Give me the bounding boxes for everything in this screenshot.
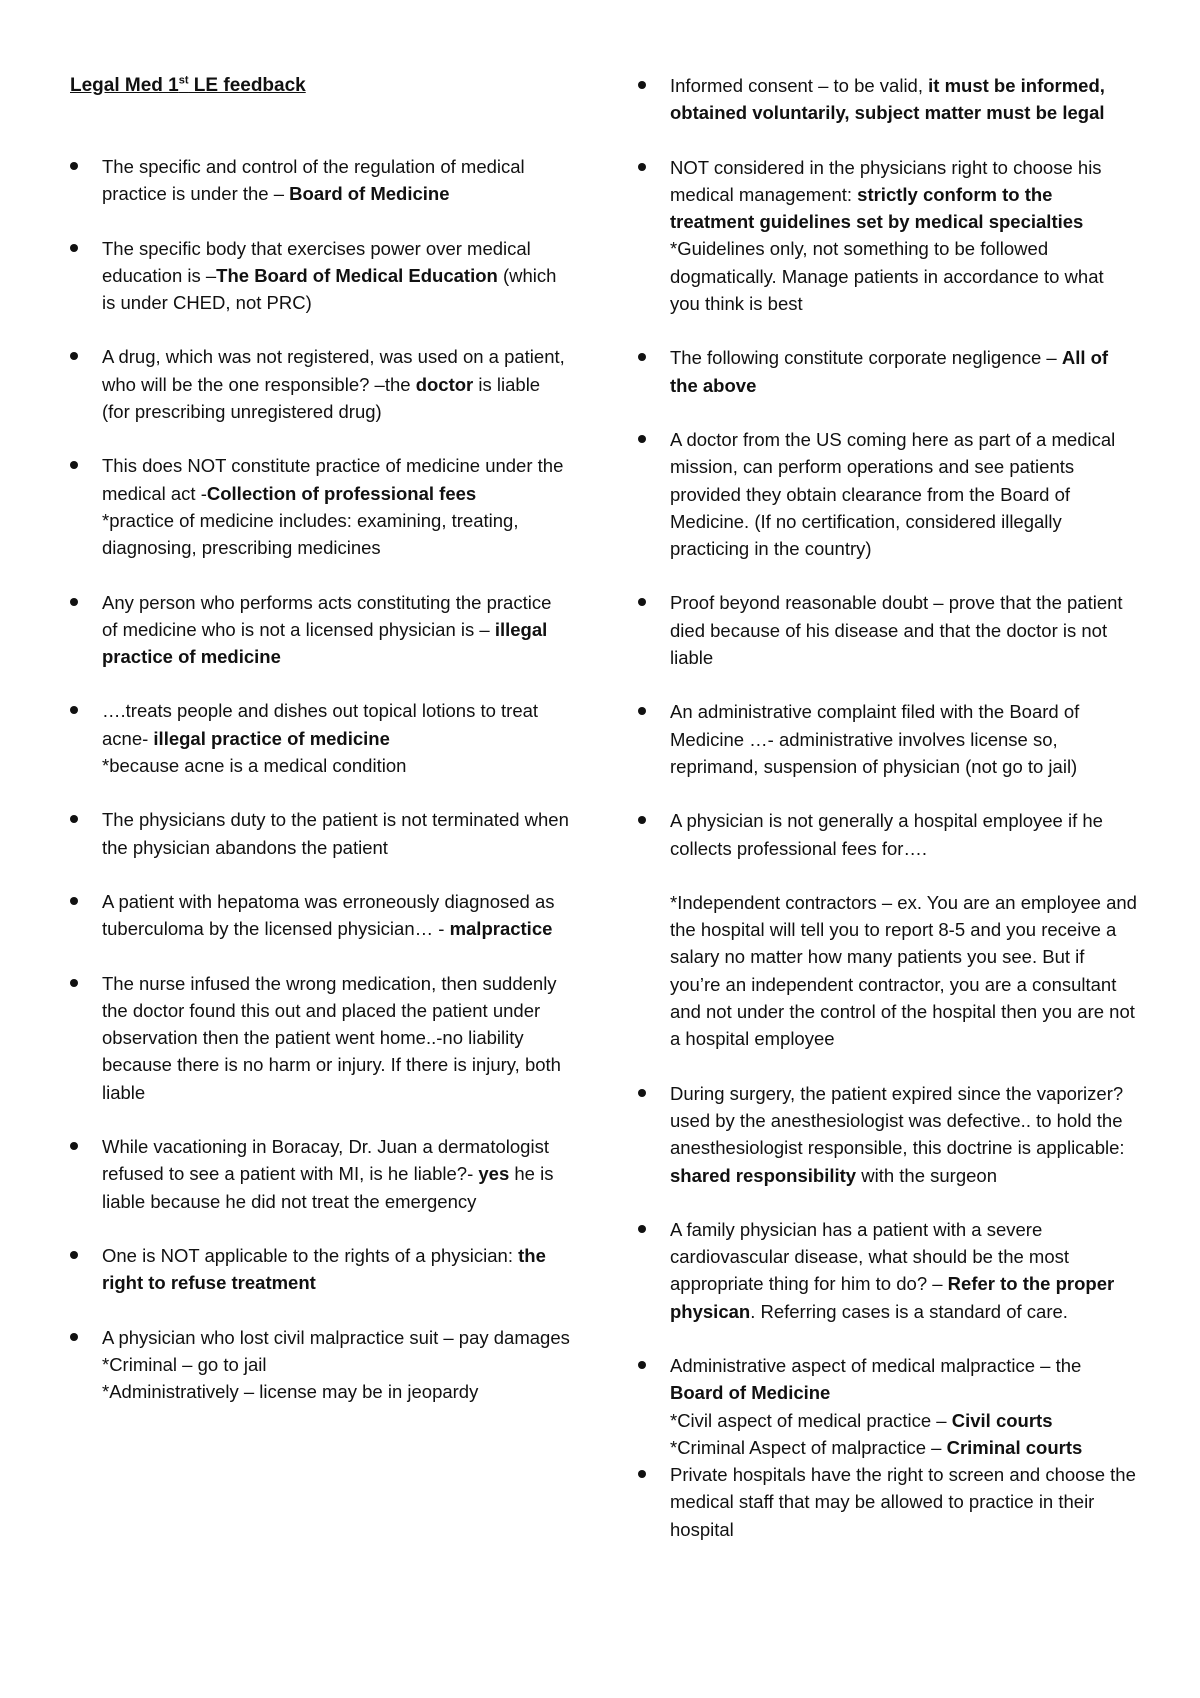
item-text: NOT considered in the physicians right to choose his medical management:	[670, 156, 1102, 205]
bullet-icon	[638, 1089, 646, 1097]
item-text: . Referring cases is a standard of care.	[750, 1300, 1068, 1322]
item-spacer	[70, 779, 570, 806]
item-note: *practice of medicine includes: examining, treating, diagnosing, prescribing medicines	[102, 509, 519, 559]
bullet-icon	[70, 1142, 78, 1150]
item-spacer	[70, 1297, 570, 1324]
bold-answer-text: The Board of Medical Education	[216, 264, 498, 286]
item-text: A physician is not generally a hospital employee if he collects professional fees for….	[670, 810, 1103, 859]
right-bullet-list	[638, 72, 1138, 1543]
bullet-icon	[70, 706, 78, 714]
item-main-text	[670, 589, 1138, 671]
item-text: A doctor from the US coming here as part of a medical mission, can perform operations and see patients provided they obtain clearance from the Board of Medicine. (If no certification, considered illegally practicing in the country)	[670, 428, 1116, 560]
item-text: (which is under CHED, not PRC)	[102, 264, 557, 314]
item-text: he is liable because he did not treat the emergency	[102, 1163, 554, 1212]
item-text: The following constitute corporate negligence –	[670, 347, 1062, 369]
item-text: Any person who performs acts constituting the practice of medicine who is not a licensed physician is –	[102, 591, 552, 640]
left-column	[70, 72, 570, 1405]
item-spacer	[70, 1215, 570, 1242]
list-item	[70, 1133, 570, 1215]
left-bullet-list	[70, 153, 570, 1405]
bold-answer-text: illegal practice of medicine	[102, 618, 548, 668]
bullet-icon	[638, 1470, 646, 1478]
bullet-icon	[638, 707, 646, 715]
bold-answer-text: yes	[478, 1163, 510, 1185]
list-item	[70, 970, 570, 1106]
item-main-text	[102, 697, 570, 752]
item-text: While vacationing in Boracay, Dr. Juan a dermatologist refused to see a patient with MI, is he liable?-	[102, 1136, 549, 1185]
item-text: A physician who lost civil malpractice suit – pay damages	[102, 1326, 570, 1348]
bullet-icon	[70, 162, 78, 170]
title-rest: LE feedback	[188, 75, 306, 96]
item-spacer	[70, 1106, 570, 1133]
bold-answer-text: Refer to the proper physican	[670, 1273, 1115, 1322]
item-main-text	[670, 72, 1138, 127]
item-main-text	[102, 1133, 570, 1215]
item-main-text	[102, 1324, 570, 1351]
bullet-icon	[70, 598, 78, 606]
item-text: is liable (for prescribing unregistered drug)	[102, 373, 541, 423]
item-note: *because acne is a medical condition	[102, 755, 407, 777]
list-item	[638, 426, 1138, 562]
item-spacer	[638, 127, 1138, 154]
bold-answer-text: Board of Medicine	[289, 183, 450, 205]
right-column	[638, 72, 1138, 1543]
item-main-text	[670, 1216, 1138, 1325]
page-title	[70, 72, 570, 99]
item-text: The specific and control of the regulation of medical practice is under the –	[102, 156, 525, 205]
list-item	[638, 72, 1138, 127]
item-spacer	[638, 399, 1138, 426]
item-spacer	[638, 562, 1138, 589]
bullet-icon	[638, 816, 646, 824]
item-text: *Criminal Aspect of malpractice –	[670, 1436, 947, 1458]
item-text: An administrative complaint filed with the Board of Medicine …- administrative involves license so, reprimand, suspension of physician (not go to jail)	[670, 701, 1080, 777]
title-superscript: st	[178, 74, 189, 87]
item-text: One is NOT applicable to the rights of a physician:	[102, 1244, 519, 1266]
item-note	[670, 1434, 1138, 1461]
list-item	[638, 807, 1138, 1052]
item-main-text	[102, 452, 570, 507]
item-spacer	[638, 1053, 1138, 1080]
bullet-icon	[70, 1251, 78, 1259]
item-main-text	[102, 343, 570, 425]
item-main-text	[670, 1352, 1138, 1407]
item-main-text	[102, 888, 570, 943]
bullet-icon	[638, 163, 646, 171]
item-text: Proof beyond reasonable doubt – prove that the patient died because of his disease and that the doctor is not liable	[670, 592, 1123, 669]
item-note: *Guidelines only, not something to be followed dogmatically. Manage patients in accordance to what you think is best	[670, 238, 1104, 315]
item-text: This does NOT constitute practice of medicine under the medical act -	[102, 455, 564, 504]
bold-answer-text: it must be informed, obtained voluntarily, subject matter must be legal	[670, 75, 1105, 124]
bullet-icon	[638, 435, 646, 443]
list-item	[70, 888, 570, 943]
item-spacer	[70, 208, 570, 235]
item-spacer	[638, 1189, 1138, 1216]
list-item	[638, 1216, 1138, 1325]
bullet-icon	[638, 1225, 646, 1233]
list-item	[638, 698, 1138, 780]
item-text: A drug, which was not registered, was used on a patient, who will be the one responsible? –the	[102, 346, 565, 395]
item-main-text	[102, 235, 570, 317]
item-text: *Civil aspect of medical practice –	[670, 1409, 952, 1431]
list-item	[70, 452, 570, 561]
bullet-icon	[638, 1361, 646, 1369]
item-text: ….treats people and dishes out topical lotions to treat acne-	[102, 700, 539, 749]
item-spacer	[70, 670, 570, 697]
item-main-text	[670, 154, 1138, 236]
bold-answer-text: All of the above	[670, 347, 1109, 396]
item-main-text	[670, 1080, 1138, 1189]
item-spacer	[70, 316, 570, 343]
bold-answer-text: Board of Medicine	[670, 1382, 831, 1404]
list-item	[70, 806, 570, 861]
bold-answer-text: Criminal courts	[946, 1436, 1083, 1458]
item-text: Administrative aspect of medical malpractice – the	[670, 1354, 1082, 1376]
item-text: with the surgeon	[856, 1164, 997, 1186]
item-main-text	[102, 153, 570, 208]
item-note	[670, 862, 1138, 889]
bullet-icon	[70, 244, 78, 252]
item-note: *Independent contractors – ex. You are an employee and the hospital will tell you to report 8-5 and you receive a salary no matter how many patients you see. But if you’re an independent contractor, you are a consultant and not under the control of the hospital then you are not a hospital employee	[670, 891, 1137, 1050]
item-main-text	[670, 344, 1138, 399]
list-item	[70, 697, 570, 779]
item-spacer	[638, 671, 1138, 698]
list-item	[638, 154, 1138, 318]
item-text: The specific body that exercises power over medical education is –	[102, 237, 531, 286]
item-spacer	[638, 317, 1138, 344]
item-main-text	[670, 698, 1138, 780]
list-item	[638, 589, 1138, 671]
list-item	[70, 1324, 570, 1406]
item-text: Informed consent – to be valid,	[670, 75, 929, 96]
bold-answer-text: doctor	[415, 373, 474, 395]
bold-answer-text: shared responsibility	[670, 1164, 857, 1186]
item-text: A patient with hepatoma was erroneously diagnosed as tuberculoma by the licensed physician… -	[102, 890, 555, 940]
bullet-icon	[70, 461, 78, 469]
item-main-text	[102, 1242, 570, 1297]
list-item	[70, 153, 570, 208]
bold-answer-text: strictly conform to the treatment guidelines set by medical specialties	[670, 183, 1084, 233]
list-item	[70, 589, 570, 671]
item-main-text	[670, 807, 1138, 862]
item-spacer	[638, 780, 1138, 807]
list-item	[638, 1352, 1138, 1461]
item-main-text	[102, 589, 570, 671]
item-spacer	[638, 1325, 1138, 1352]
bold-answer-text: illegal practice of medicine	[153, 727, 390, 749]
bullet-icon	[638, 353, 646, 361]
item-spacer	[70, 562, 570, 589]
item-spacer	[70, 861, 570, 888]
list-item	[638, 1461, 1138, 1543]
item-main-text	[102, 806, 570, 861]
item-main-text	[670, 1461, 1138, 1543]
item-note: *Administratively – license may be in jeopardy	[102, 1381, 479, 1403]
list-item	[70, 235, 570, 317]
item-text: The nurse infused the wrong medication, then suddenly the doctor found this out and placed the patient under observation then the patient went home..-no liability because there is no harm or injury. If there is injury, both liable	[102, 972, 561, 1103]
bullet-icon	[70, 897, 78, 905]
list-item	[70, 343, 570, 425]
list-item	[638, 344, 1138, 399]
item-spacer	[70, 425, 570, 452]
item-note: *Criminal – go to jail	[102, 1353, 267, 1375]
item-spacer	[70, 943, 570, 970]
bullet-icon	[638, 81, 646, 89]
item-text: Private hospitals have the right to screen and choose the medical staff that may be allowed to practice in their hospital	[670, 1464, 1136, 1540]
item-note	[670, 1407, 1138, 1434]
bullet-icon	[70, 815, 78, 823]
item-text: During surgery, the patient expired since the vaporizer? used by the anesthesiologist was defective.. to hold the anesthesiologist responsible, this doctrine is applicable:	[670, 1082, 1125, 1159]
bold-answer-text: the right to refuse treatment	[102, 1244, 546, 1294]
item-text: A family physician has a patient with a severe cardiovascular disease, what should be the most appropriate thing for him to do? –	[670, 1218, 1069, 1295]
list-item	[638, 1080, 1138, 1189]
list-item	[70, 1242, 570, 1297]
bold-answer-text: Civil courts	[951, 1409, 1053, 1431]
item-main-text	[670, 426, 1138, 562]
bullet-icon	[70, 352, 78, 360]
item-main-text	[102, 970, 570, 1106]
bold-answer-text: Collection of professional fees	[206, 482, 477, 504]
bullet-icon	[70, 1333, 78, 1341]
bold-answer-text: malpractice	[449, 918, 553, 940]
item-text: The physicians duty to the patient is not terminated when the physician abandons the patient	[102, 809, 569, 858]
bullet-icon	[638, 598, 646, 606]
title-main: Legal Med 1	[70, 75, 179, 96]
bullet-icon	[70, 979, 78, 987]
